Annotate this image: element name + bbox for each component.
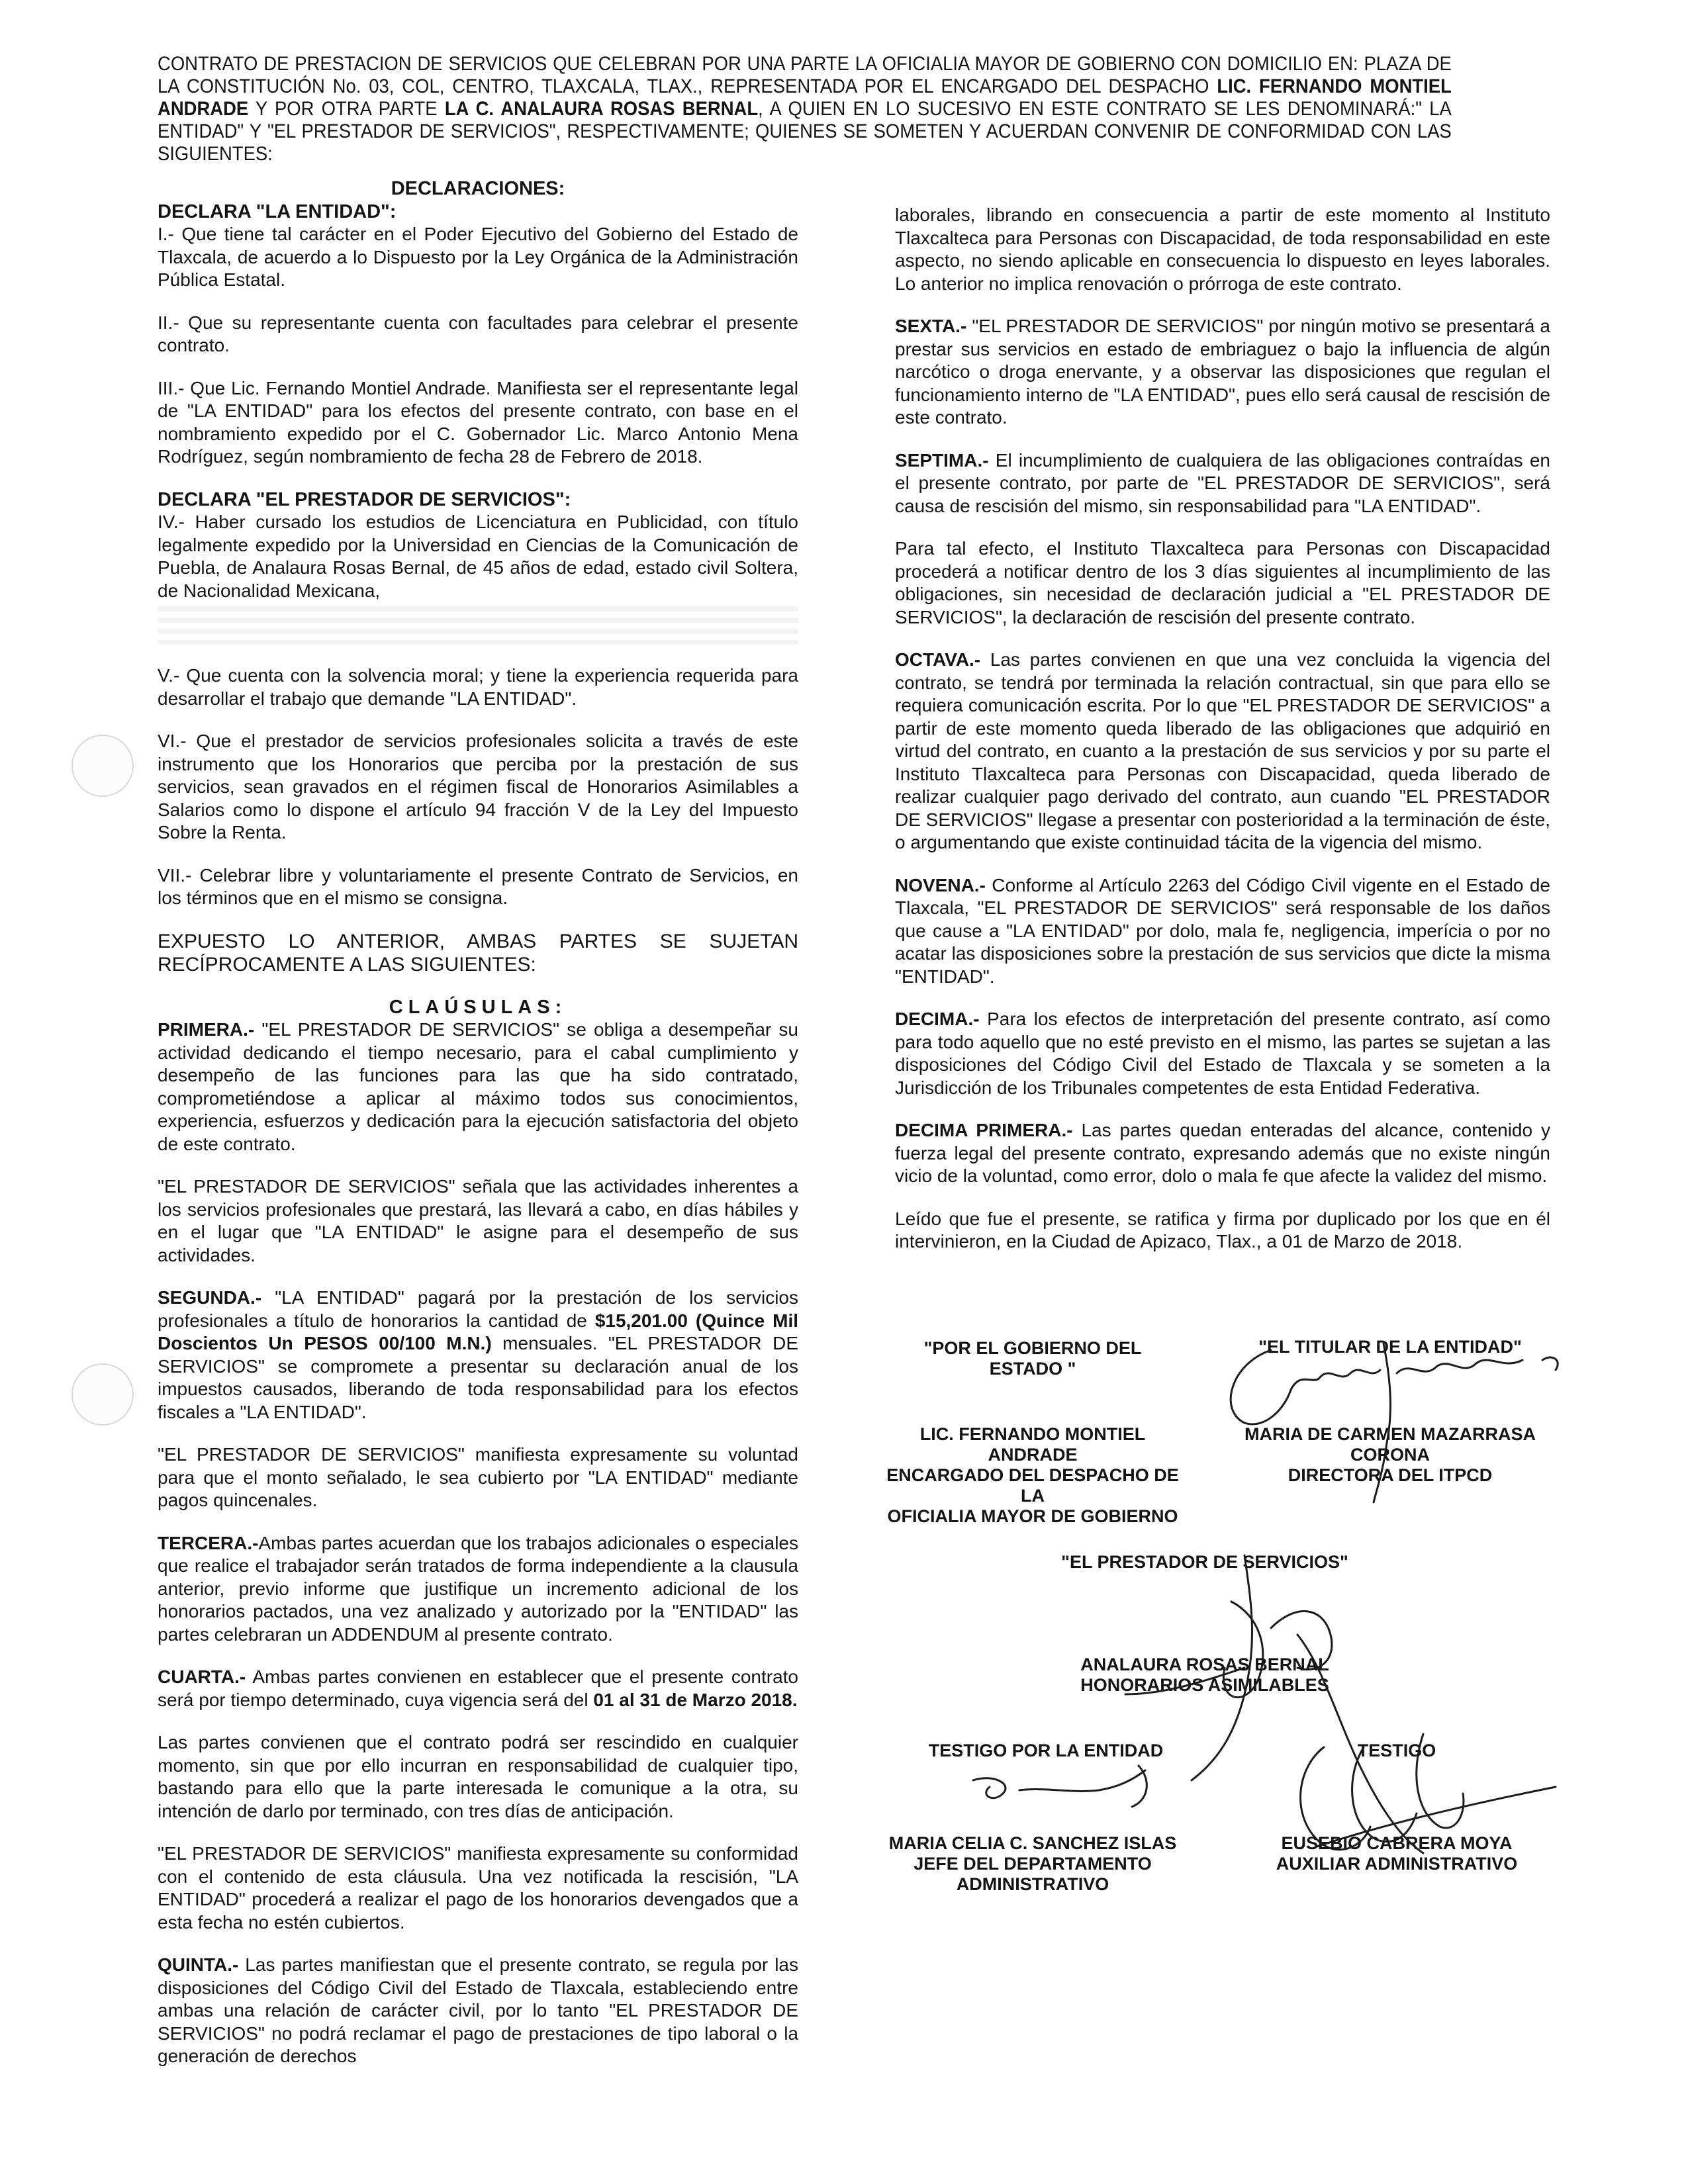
testigo1-signature-block (887, 1833, 1178, 1895)
clause-label: DECIMA.- (895, 1009, 980, 1029)
testigo1-signature (973, 1766, 1147, 1807)
titular-role: DIRECTORA DEL ITPCD (1288, 1465, 1493, 1485)
prestador-heading: "EL PRESTADOR DE SERVICIOS" (1061, 1552, 1348, 1572)
clause-label: SEPTIMA.- (895, 449, 989, 471)
fee-amount: $15,201.00 (Quince Mil Doscientos Un PESOS 00/100 M.N.) (158, 1310, 798, 1353)
titular-signature-block (1231, 1424, 1549, 1486)
clause-text: mensuales. "EL PRESTADOR DE SERVICIOS" se compromete a presentar su declaración anual de los impuestos causados, liberando de toda responsabilidad para los efectos fiscales a "LA ENTIDAD". (158, 1333, 798, 1422)
prestador-signature-block (1059, 1655, 1350, 1696)
gobierno-role: OFICIALIA MAYOR DE GOBIERNO (887, 1506, 1178, 1526)
clause-decima-primera (895, 1119, 1550, 1188)
closing-paragraph: Leído que fue el presente, se ratifica y firma por duplicado por los que en él intervinieron, en la Ciudad de Apizaco, Tlax., a 01 de Marzo de 2018. (895, 1208, 1550, 1251)
clause-text: Conforme al Artículo 2263 del Código Civil vigente en el Estado de Tlaxcala, "EL PRESTADOR DE SERVICIOS" será responsable de los daños que cause a "LA ENTIDAD" por dolo, mala fe, negligencia, imperícia o por no acatar las disposiciones sobre la prestación de sus servicios que dicte la misma "ENTIDAD". (895, 874, 1550, 987)
testigo1-name: MARIA CELIA C. SANCHEZ ISLAS (888, 1833, 1177, 1853)
left-column (158, 177, 798, 2088)
right-column (895, 204, 1550, 1273)
contract-header (158, 53, 1452, 165)
header-intro: CONTRATO DE PRESTACION DE SERVICIOS QUE CELEBRAN POR UNA PARTE LA OFICIALIA MAYOR DE GOBIERNO CON DOMICILIO EN: PLAZA DE LA CONSTITUCIÓN No. 03, COL, CENTRO, TLAXCALA, TLAX., REPRESENTADA POR EL ENCARGADO DEL DESPACHO (158, 53, 1452, 97)
clause-text: Ambas partes acuerdan que los trabajos adicionales o especiales que realice el trabajador serán tratados de forma independiente a la clausula anterior, previo informe que justifique un incremento adicional de los honorarios pactados, una vez analizado y autorizado por la "ENTIDAD" las partes celebraran un ADDENDUM al presente contrato. (158, 1532, 798, 1645)
testigo2-name: EUSEBIO CABRERA MOYA (1281, 1833, 1513, 1853)
prestador-signature (1125, 1555, 1423, 1853)
clause-septima (895, 449, 1550, 518)
testigo1-role: ADMINISTRATIVO (956, 1874, 1109, 1894)
clause-segunda-2: "EL PRESTADOR DE SERVICIOS" manifiesta expresamente su voluntad para que el monto señalado, le sea cubierto por "LA ENTIDAD" mediante pagos quincenales. (158, 1444, 798, 1510)
clause-text: "LA ENTIDAD" pagará por la prestación de los servicios profesionales a título de honorarios la cantidad de (158, 1287, 798, 1331)
gobierno-name: LIC. FERNANDO MONTIEL ANDRADE (919, 1424, 1146, 1465)
clause-text: "EL PRESTADOR DE SERVICIOS" se obliga a desempeñar su actividad dedicando el tiempo necesario, para el cabal cumplimiento y desempeño de las funciones para las que ha sido contratado, comprometiéndose a aplicar al máximo todos sus conocimientos, experiencia, esfuerzos y dedicación para la ejecución satisfactoria del objeto de este contrato. (158, 1019, 798, 1154)
redacted-area (158, 606, 798, 645)
testigo2-signature-block (1251, 1833, 1542, 1874)
testigo1-heading: TESTIGO POR LA ENTIDAD (928, 1741, 1164, 1760)
punch-hole (71, 1363, 134, 1426)
testigo1-role: JEFE DEL DEPARTAMENTO (914, 1854, 1152, 1874)
clause-label: OCTAVA.- (895, 649, 981, 670)
declaration-vi: VI.- Que el prestador de servicios profesionales solicita a través de este instrumento que los Honorarios que perciba por la prestación de sus servicios, sean gravados en el régimen fiscal de Honorarios Asimilables a Salarios como lo dispone el artículo 94 fracción V de la Ley del Impuesto Sobre la Renta. (158, 731, 798, 842)
clause-label: TERCERA.- (158, 1532, 259, 1553)
header-intro-2: Y POR OTRA PARTE (248, 98, 445, 120)
titular-name: MARIA DE CARMEN MAZARRASA (1244, 1424, 1536, 1444)
contract-dates: 01 al 31 de Marzo 2018. (593, 1689, 798, 1710)
clause-text: Ambas partes convienen en establecer que el presente contrato será por tiempo determinado, cuya vigencia será del (158, 1666, 798, 1710)
clause-label: DECIMA PRIMERA.- (895, 1120, 1073, 1140)
gobierno-heading: "POR EL GOBIERNO DEL ESTADO " (923, 1338, 1142, 1379)
clause-text: El incumplimiento de cualquiera de las obligaciones contraídas en el presente contrato, por parte de "EL PRESTADOR DE SERVICIOS", será causa de rescisión del mismo, sin responsabilidad para "LA ENTIDAD". (895, 449, 1550, 516)
clause-octava (895, 649, 1550, 854)
prestador-role: HONORARIOS ASIMILABLES (1080, 1675, 1329, 1695)
clause-label: SEXTA.- (895, 316, 967, 336)
clausulas-title: CLAÚSULAS: (389, 996, 567, 1018)
clause-segunda (158, 1287, 798, 1424)
declara-entidad-title: DECLARA "LA ENTIDAD": (158, 201, 397, 222)
clause-label: PRIMERA.- (158, 1019, 255, 1040)
gobierno-role: ENCARGADO DEL DESPACHO DE LA (886, 1465, 1179, 1506)
clause-quinta (158, 1954, 798, 2068)
declara-prestador-title: DECLARA "EL PRESTADOR DE SERVICIOS": (158, 488, 571, 510)
header-intro-3: , A QUIEN EN LO SUCESIVO EN ESTE CONTRATO SE LES DENOMINARÁ:" LA ENTIDAD" Y "EL PRESTADOR DE SERVICIOS", RESPECTIVAMENTE; QUIENES SE SOMETEN Y ACUERDAN CONVENIR DE CONFORMIDAD CON LAS SIGUIENTES: (158, 98, 1452, 165)
clause-cuarta (158, 1666, 798, 1711)
clause-label: SEGUNDA.- (158, 1287, 262, 1308)
clause-primera-2: "EL PRESTADOR DE SERVICIOS" señala que las actividades inherentes a los servicios profesionales que prestará, las llevará a cabo, en días hábiles y en el lugar que "LA ENTIDAD" le asigne para el desempeño de sus actividades. (158, 1176, 798, 1265)
titular-heading: "EL TITULAR DE LA ENTIDAD" (1258, 1337, 1522, 1357)
representative-name: LIC. FERNANDO MONTIEL ANDRADE (158, 75, 1452, 120)
declaration-v: V.- Que cuenta con la solvencia moral; y tiene la experiencia requerida para desarrollar el trabajo que demande "LA ENTIDAD". (158, 665, 798, 709)
provider-name: LA C. ANALAURA ROSAS BERNAL (444, 98, 759, 120)
testigo2-role: AUXILIAR ADMINISTRATIVO (1276, 1854, 1518, 1874)
clause-cuarta-3: "EL PRESTADOR DE SERVICIOS" manifiesta expresamente su conformidad con el contenido de esta cláusula. Una vez notificada la rescisión, "LA ENTIDAD" procederá a realizar el pago de los honorarios devengados que a esta fecha no estén cubiertos. (158, 1843, 798, 1933)
clause-text: Para los efectos de interpretación del presente contrato, así como para todo aquello que no esté previsto en el mismo, las partes se sujetan a las disposiciones del Código Civil del Estado de Tlaxcala y se someten a la Jurisdicción de los Tribunales competentes de esta Entidad Federativa. (895, 1009, 1550, 1098)
expuesto-paragraph: EXPUESTO LO ANTERIOR, AMBAS PARTES SE SUJETAN RECÍPROCAMENTE A LAS SIGUIENTES: (158, 930, 798, 976)
declaraciones-title: DECLARACIONES: (391, 178, 565, 199)
clause-quinta-cont: laborales, librando en consecuencia a partir de este momento al Instituto Tlaxcalteca para Personas con Discapacidad, de toda responsabilidad en este aspecto, no siendo aplicable en consecuencia lo dispuesto en leyes laborales. Lo anterior no implica renovación o prórroga de este contrato. (895, 205, 1550, 294)
clause-text: Las partes convienen en que una vez concluida la vigencia del contrato, se tendrá por terminada la relación contractual, sin que para ello se requiera comunicación escrita. Por lo que "EL PRESTADOR DE SERVICIOS" a partir de este momento queda liberado de las obligaciones que adquirió en virtud del contrato, en cuanto a la prestación de sus servicios y por su parte el Instituto Tlaxcalteca para Personas con Discapacidad, queda liberado de realizar cualquier pago derivado del contrato, aun cuando "EL PRESTADOR DE SERVICIOS" llegase a presentar con posterioridad a la terminación de éste, o argumentando que existe continuidad tácita de la vigencia del mismo. (895, 649, 1550, 852)
clause-sexta (895, 315, 1550, 430)
clause-label: QUINTA.- (158, 1954, 239, 1975)
declaration-ii: II.- Que su representante cuenta con facultades para celebrar el presente contrato. (158, 312, 798, 355)
clause-primera (158, 1019, 798, 1156)
prestador-name: ANALAURA ROSAS BERNAL (1080, 1655, 1329, 1674)
declaration-iii: III.- Que Lic. Fernando Montiel Andrade. Manifiesta ser el representante legal de "LA ENTIDAD" para los efectos del presente contrato, con base en el nombramiento expedido por el C. Gobernador Lic. Marco Antonio Mena Rodríguez, según nombramiento de fecha 28 de Febrero de 2018. (158, 377, 798, 467)
testigo2-heading: TESTIGO (1357, 1741, 1436, 1760)
declaration-vii: VII.- Celebrar libre y voluntariamente el presente Contrato de Servicios, en los términos que en el mismo se consigna. (158, 864, 798, 908)
clause-cuarta-2: Las partes convienen que el contrato podrá ser rescindido en cualquier momento, sin que por ello incurran en responsabilidad de cualquier tipo, bastando para ello que la parte interesada le comunique a la otra, su intención de darlo por terminado, con tres días de anticipación. (158, 1732, 798, 1821)
clause-decima (895, 1008, 1550, 1099)
declaration-i: I.- Que tiene tal carácter en el Poder Ejecutivo del Gobierno del Estado de Tlaxcala, de acuerdo a lo Dispuesto por la Ley Orgánica de la Administración Pública Estatal. (158, 224, 798, 290)
clause-label: CUARTA.- (158, 1666, 246, 1687)
clause-text: Las partes manifiestan que el presente contrato, se regula por las disposiciones del Código Civil del Estado de Tlaxcala, estableciendo entre ambas una relación de carácter civil, por lo tanto "EL PRESTADOR DE SERVICIOS" no podrá reclamar el pago de prestaciones de tipo laboral o la generación de derechos (158, 1954, 798, 2066)
clause-novena (895, 874, 1550, 989)
clause-tercera (158, 1532, 798, 1647)
titular-name: CORONA (1350, 1445, 1430, 1465)
gobierno-signature-block (874, 1424, 1192, 1527)
clause-text: Las partes quedan enteradas del alcance, contenido y fuerza legal del presente contrato, expresando además que no existe ningún vicio de la voluntad, como error, dolo o mala fe que afecte la validez del mismo. (895, 1120, 1551, 1186)
clause-label: NOVENA.- (895, 874, 986, 895)
punch-hole (71, 735, 134, 797)
declaration-iv: IV.- Haber cursado los estudios de Licenciatura en Publicidad, con título legalmente expedido por la Universidad en Ciencias de la Comunicación de Puebla, de Analaura Rosas Bernal, de 45 años de edad, estado civil Soltera, de Nacionalidad Mexicana, (158, 512, 798, 601)
clause-septima-2: Para tal efecto, el Instituto Tlaxcalteca para Personas con Discapacidad procederá a notificar dentro de los 3 días siguientes al incumplimiento de las obligaciones, sin necesidad de declaración judicial a "EL PRESTADOR DE SERVICIOS", la declaración de rescisión del presente contrato. (895, 538, 1550, 627)
clause-text: "EL PRESTADOR DE SERVICIOS" por ningún motivo se presentará a prestar sus servicios en estado de embriaguez o bajo la influencia de algún narcótico o droga enervante, y a observar las disposiciones que regulan el funcionamiento interno de "LA ENTIDAD", pues ello será causal de rescisión de este contrato. (895, 316, 1550, 428)
